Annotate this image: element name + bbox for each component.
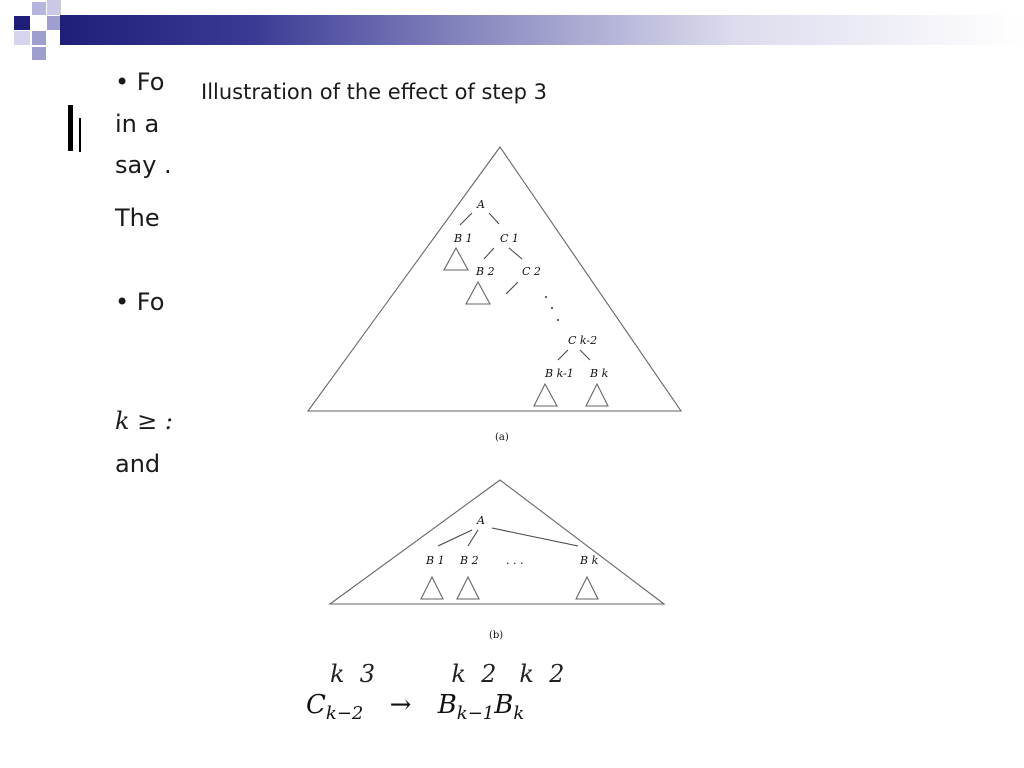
label-b-B2: B 2 [460,554,479,567]
label-b-A: A [477,514,485,527]
label-a-Bk: B k [590,367,609,380]
bg-line-2: in a [115,110,160,138]
subtree-b-B2 [457,577,479,599]
label-a-C1: C 1 [500,232,519,245]
eq-rhs2-sub: k [513,703,525,725]
eq-rhs1: B [437,690,457,720]
label-b-Bk: B k [580,554,599,567]
eq-lhs: C [306,690,326,720]
label-a-B1: B 1 [454,232,473,245]
edge-a-Ck2-Bk [580,350,590,360]
caption-a: (a) [495,432,509,443]
caption-b: (b) [489,630,504,641]
ellipsis-dot-2 [551,307,553,309]
bg-line-6: k ≥ : [115,407,173,435]
bg-line-5: • Fo [115,288,165,316]
subtree-b-B1 [421,577,443,599]
ellipsis-dot-3 [557,319,559,321]
subtree-a-B2 [466,282,490,304]
outer-triangle-b [330,480,664,604]
subtree-a-Bk1 [534,384,557,406]
bg-line-4: The [115,204,160,232]
bottom-equation [306,690,524,724]
eq-rhs1-sub: k−1 [456,703,495,725]
subtree-a-B1 [444,248,468,270]
edge-a-Ck2-Bk1 [558,350,568,360]
label-a-C2: C 2 [522,265,541,278]
bg-line-1: • Fo [115,68,165,96]
label-a-B2: B 2 [476,265,495,278]
edge-b-A-Bk [492,528,578,546]
label-b-B1: B 1 [426,554,445,567]
label-b-dots: . . . [506,554,524,567]
illustration-title: Illustration of the effect of step 3 [201,80,547,104]
label-a-Bk1: B k-1 [545,367,574,380]
label-a-A: A [477,198,485,211]
edge-a-A-C1 [489,213,499,224]
subtree-a-Bk [586,384,608,406]
bg-line-3: say . [115,151,172,179]
edge-a-A-B1 [460,213,472,225]
edge-a-C1-C2 [509,248,522,259]
cut-off-line: k 3 k 2 k 2 [330,660,565,688]
ellipsis-dot-1 [545,296,547,298]
eq-rhs2: B [494,690,514,720]
subtree-b-Bk [576,577,598,599]
edge-a-C2-down [506,282,518,294]
edge-a-C1-B2 [484,248,494,259]
eq-lhs-sub: k−2 [325,703,364,725]
outer-triangle-a [308,147,681,411]
label-a-Ck2: C k-2 [568,334,598,347]
eq-arrow: → [389,690,412,720]
edge-b-A-B1 [438,530,472,546]
edge-b-A-B2 [468,530,478,546]
bg-line-7: and [115,450,161,478]
